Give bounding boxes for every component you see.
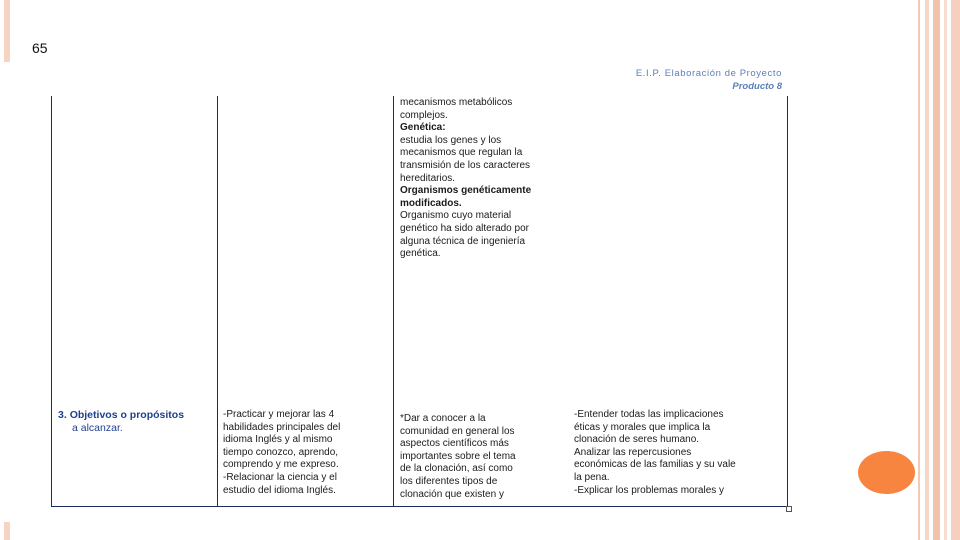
objective-text-line: comunidad en general los	[400, 425, 515, 437]
left-accent-bar-top	[4, 0, 10, 62]
decorative-stripe	[933, 0, 940, 540]
genetics-text-line: estudia los genes y los	[400, 134, 502, 146]
objective-text-line: la pena.	[574, 471, 610, 483]
objective-text-line: -Practicar y mejorar las 4	[223, 409, 335, 420]
decorative-stripe	[944, 0, 947, 540]
objectives-community-cell	[400, 413, 560, 501]
genetics-text-line: mecanismos que regulan la	[400, 147, 523, 159]
decorative-stripe	[918, 0, 920, 540]
table-content-clip	[52, 96, 788, 505]
genetics-text-line: Organismos genéticamente	[400, 185, 532, 197]
header-product: Producto 8	[732, 81, 782, 92]
left-accent-bar-bottom	[4, 522, 10, 540]
document-header	[636, 67, 782, 93]
objectives-ethics-cell	[574, 409, 784, 497]
genetics-text-line: modificados.	[400, 197, 462, 209]
objectives-title: Objetivos o propósitos	[69, 409, 185, 421]
objective-text-line: tiempo conozco, aprendo,	[223, 446, 339, 458]
objective-text-line: éticas y morales que implica la	[574, 421, 711, 433]
genetics-text-line: transmisión de los caracteres	[400, 159, 531, 171]
genetics-text-line: mecanismos metabólicos	[400, 97, 513, 108]
header-title: E.I.P. Elaboración de Proyecto	[635, 68, 782, 79]
genetics-text-line: complejos.	[400, 109, 448, 121]
objective-text-line: clonación que existen y	[400, 488, 504, 500]
objective-text-line: -Explicar los problemas morales y	[574, 484, 725, 496]
genetics-text-line: genética.	[400, 248, 441, 260]
objective-text-line: -Entender todas las implicaciones	[574, 409, 724, 420]
objectives-subtitle: a alcanzar.	[72, 421, 123, 434]
objective-text-line: idioma Inglés y al mismo	[223, 434, 333, 446]
decorative-stripe	[925, 0, 929, 540]
slide-number: 65	[32, 40, 48, 56]
objective-text-line: importantes sobre el tema	[400, 450, 516, 462]
genetics-text-line: Genética:	[400, 122, 446, 134]
objective-text-line: clonación de seres humano.	[574, 434, 700, 446]
objective-text-line: aspectos científicos más	[400, 438, 509, 450]
objective-text-line: habilidades principales del	[223, 421, 341, 433]
objective-text-line: *Dar a conocer a la	[400, 413, 486, 424]
objective-text-line: Analizar las repercusiones	[574, 446, 692, 458]
genetics-text-line: alguna técnica de ingeniería	[400, 235, 526, 247]
genetics-text-line: Organismo cuyo material	[400, 210, 512, 222]
objectives-english-cell	[223, 409, 381, 497]
decorative-stripe	[951, 0, 960, 540]
objective-text-line: económicas de las familias y su vale	[574, 459, 736, 471]
objective-text-line: estudio del idioma Inglés.	[223, 484, 336, 496]
objective-text-line: de la clonación, así como	[400, 463, 513, 475]
objectives-label-cell	[58, 409, 218, 434]
objective-text-line: los diferentes tipos de	[400, 475, 498, 487]
objectives-number: 3.	[58, 409, 67, 421]
objective-text-line: -Relacionar la ciencia y el	[223, 471, 337, 483]
genetics-definitions-cell	[400, 97, 560, 261]
decorative-orange-circle	[858, 451, 915, 494]
genetics-text-line: hereditarios.	[400, 172, 456, 184]
table-resize-handle[interactable]	[786, 506, 792, 512]
genetics-text-line: genético ha sido alterado por	[400, 222, 529, 234]
objective-text-line: comprendo y me expreso.	[223, 459, 339, 471]
